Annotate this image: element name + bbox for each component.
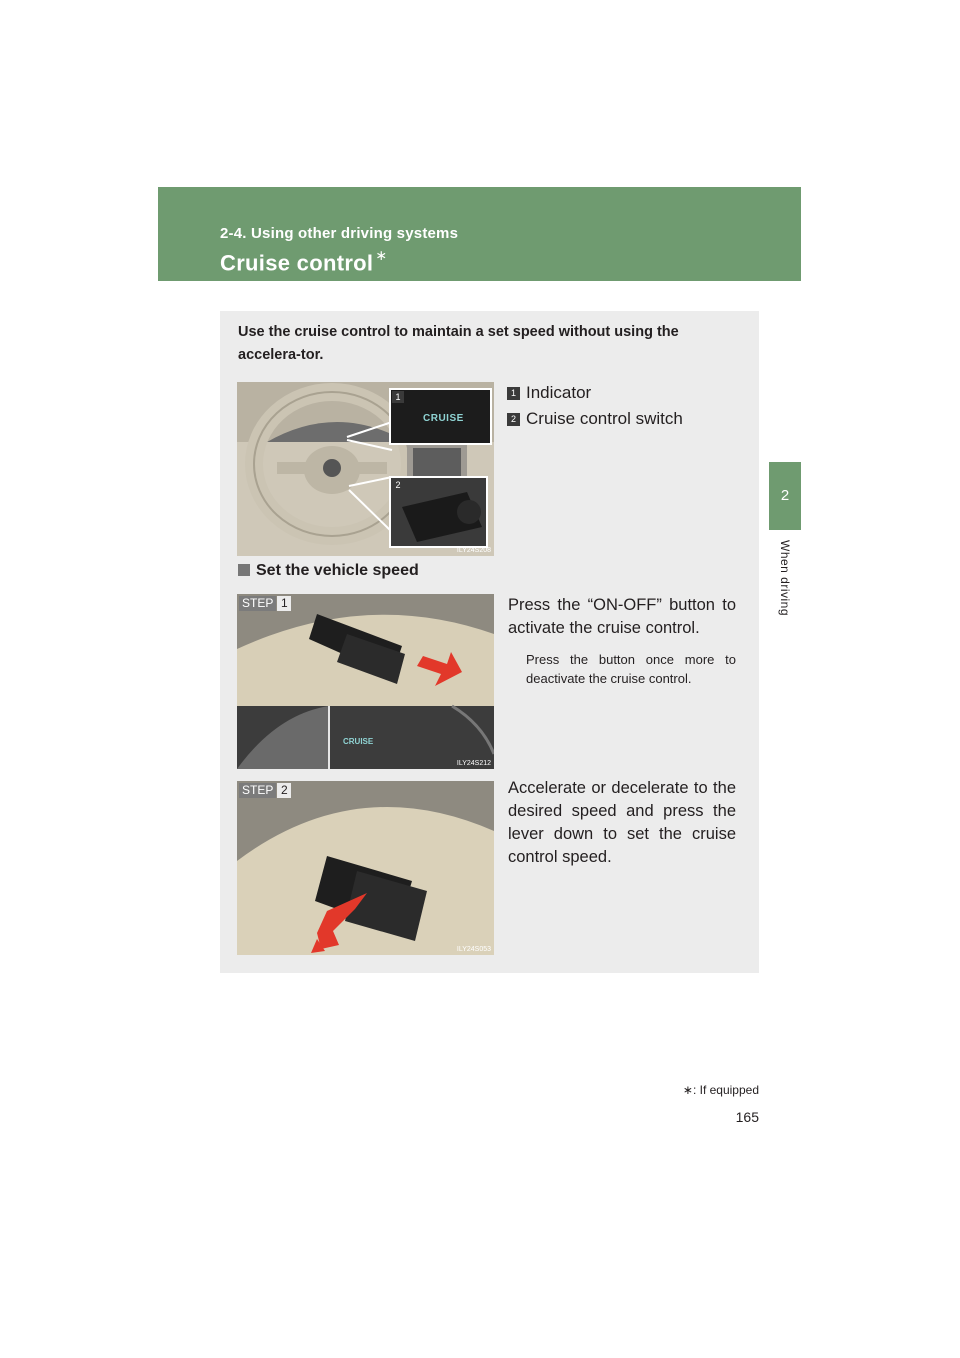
figure-step-2 xyxy=(237,781,494,955)
chapter-tab[interactable]: 2 xyxy=(769,462,801,530)
figure-steering-wheel xyxy=(237,382,494,556)
legend-number: 1 xyxy=(507,387,520,400)
title-footnote-mark: ∗ xyxy=(375,247,388,263)
legend-label: Indicator xyxy=(526,383,592,402)
steering-wheel-illustration xyxy=(237,382,494,556)
section-label: 2-4. Using other driving systems xyxy=(220,225,459,242)
step-1-text: Press the “ON-OFF” button to activate the cruise control. xyxy=(508,596,736,637)
step-2-badge xyxy=(239,783,291,798)
callout-1: 1 xyxy=(392,391,404,403)
page-title xyxy=(220,249,387,276)
page-title-text: Cruise control xyxy=(220,250,374,276)
intro-text: Use the cruise control to maintain a set speed without using the accelera-tor. xyxy=(238,324,679,363)
legend-number: 2 xyxy=(507,413,520,426)
chapter-label: When driving xyxy=(778,540,792,617)
figure-code: ILY24S212 xyxy=(456,760,491,767)
step-word: STEP xyxy=(239,783,276,798)
header-band xyxy=(158,187,801,281)
subheading xyxy=(238,562,419,580)
step-number: 1 xyxy=(277,596,291,611)
cruise-display-text: CRUISE xyxy=(343,737,374,746)
step-2-illustration xyxy=(237,781,494,955)
figure-step-1 xyxy=(237,594,494,769)
callout-2: 2 xyxy=(392,479,404,491)
indicator-display-text: CRUISE xyxy=(423,413,464,424)
step-2-text: Accelerate or decelerate to the desired speed and press the lever down to set the cruise control speed. xyxy=(508,779,736,866)
subheading-text: Set the vehicle speed xyxy=(256,562,419,579)
page-number: 165 xyxy=(735,1109,759,1125)
content-box xyxy=(220,311,759,973)
figure-code: ILY24S208 xyxy=(456,547,491,554)
legend-label: Cruise control switch xyxy=(526,409,683,428)
step-number: 2 xyxy=(277,783,291,798)
figure-code: ILY24S053 xyxy=(456,946,491,953)
bullet-square-icon xyxy=(238,564,250,576)
step-1-badge xyxy=(239,596,291,611)
footnote: ∗: If equipped xyxy=(682,1083,759,1097)
step-word: STEP xyxy=(239,596,276,611)
step-1-note: Press the button once more to deactivate the cruise control. xyxy=(526,652,736,686)
